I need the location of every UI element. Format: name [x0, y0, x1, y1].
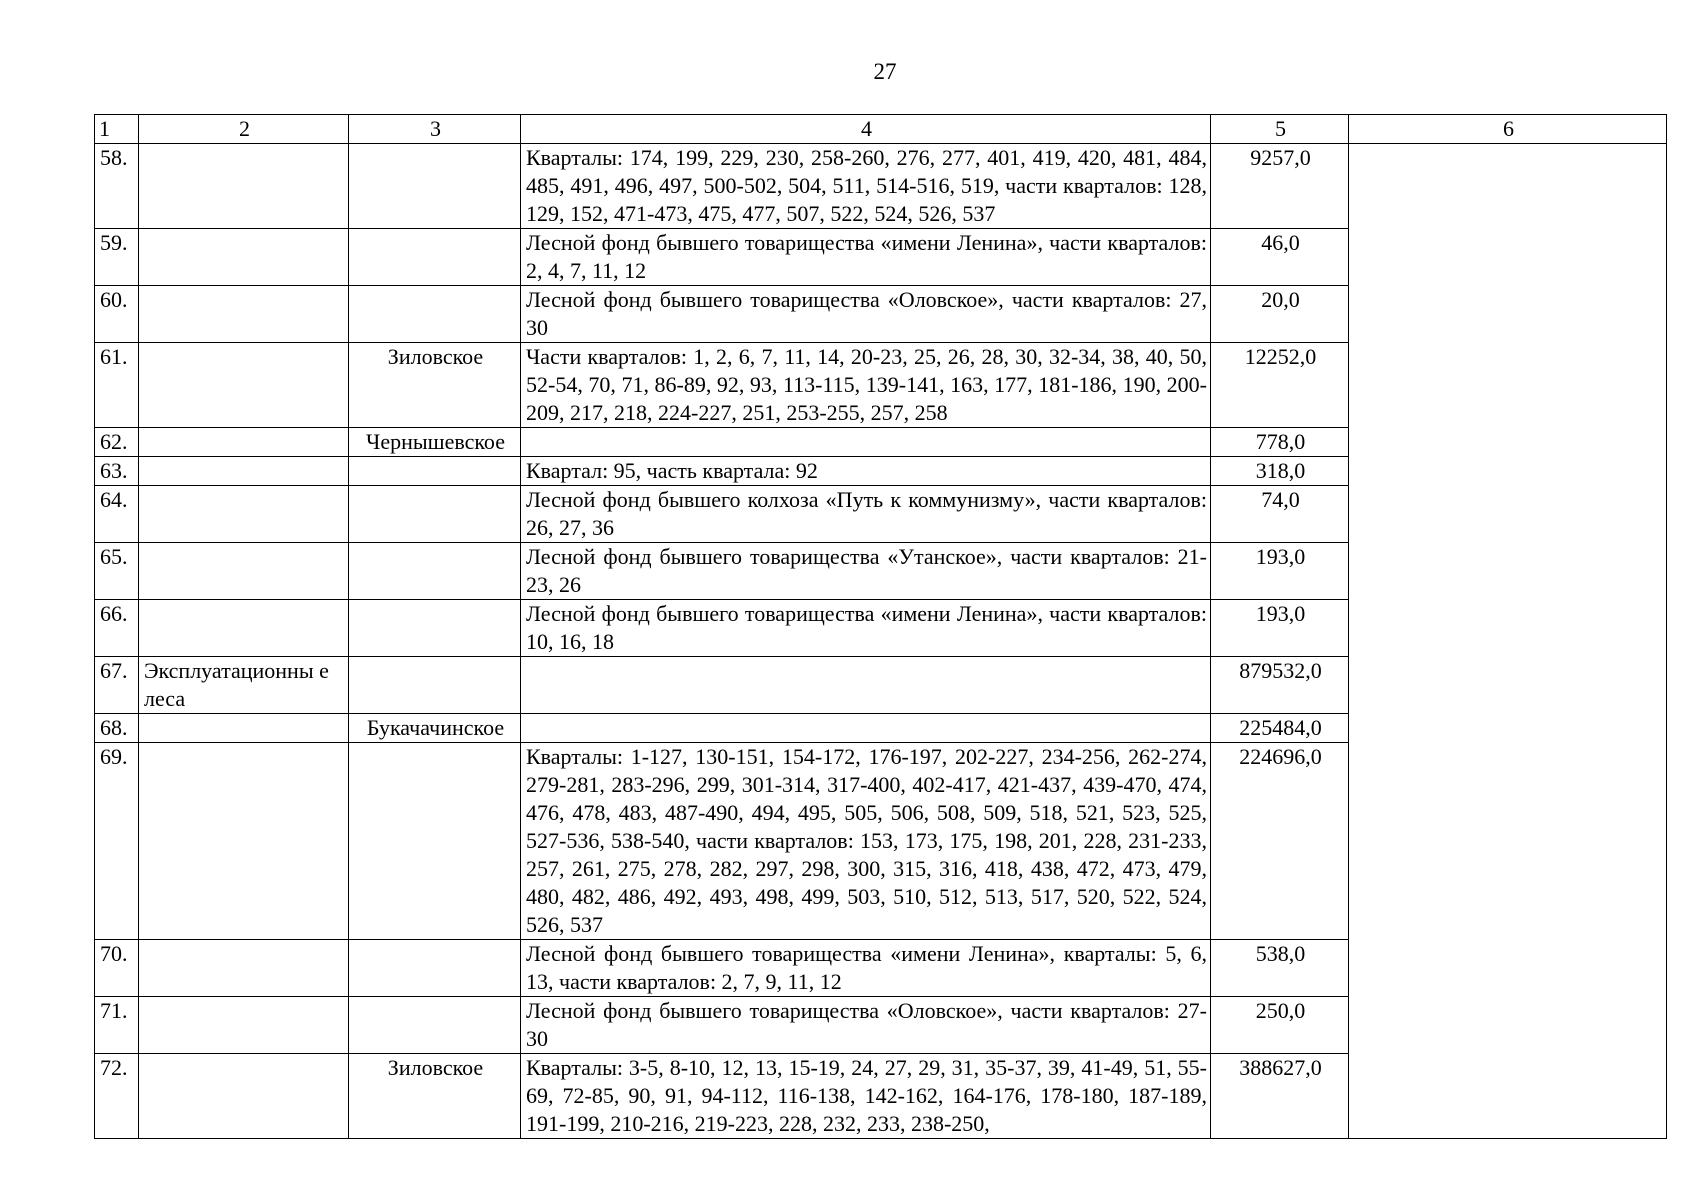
forestry-name [349, 486, 521, 543]
quarters-description: Лесной фонд бывшего товарищества «имени Ленина», части кварталов: 10, 16, 18 [521, 600, 1211, 657]
forest-category [139, 428, 349, 457]
forestry-name [349, 543, 521, 600]
forest-category [139, 714, 349, 743]
column-header: 2 [139, 115, 349, 144]
area-value: 12252,0 [1211, 343, 1349, 428]
quarters-description: Квартал: 95, часть квартала: 92 [521, 457, 1211, 486]
row-number: 65. [95, 543, 139, 600]
quarters-description [521, 714, 1211, 743]
area-value: 74,0 [1211, 486, 1349, 543]
forestry-name: Зиловское [349, 1054, 521, 1139]
row-number: 69. [95, 743, 139, 940]
forestry-name [349, 997, 521, 1054]
area-value: 250,0 [1211, 997, 1349, 1054]
area-value: 318,0 [1211, 457, 1349, 486]
quarters-description [521, 428, 1211, 457]
area-value: 9257,0 [1211, 144, 1349, 229]
forest-category [139, 743, 349, 940]
forest-category [139, 286, 349, 343]
area-value: 879532,0 [1211, 657, 1349, 714]
area-value: 778,0 [1211, 428, 1349, 457]
area-value: 225484,0 [1211, 714, 1349, 743]
forestry-name [349, 457, 521, 486]
area-value: 193,0 [1211, 600, 1349, 657]
forestry-name [349, 940, 521, 997]
row-number: 60. [95, 286, 139, 343]
forest-category [139, 543, 349, 600]
row-number: 66. [95, 600, 139, 657]
forest-category [139, 600, 349, 657]
quarters-description: Лесной фонд бывшего товарищества «Утанское», части кварталов: 21-23, 26 [521, 543, 1211, 600]
quarters-description: Лесной фонд бывшего товарищества «Оловское», части кварталов: 27-30 [521, 997, 1211, 1054]
forestry-name [349, 600, 521, 657]
row-number: 72. [95, 1054, 139, 1139]
column-6-cell [1349, 144, 1667, 1139]
row-number: 70. [95, 940, 139, 997]
forest-category [139, 457, 349, 486]
forestry-name: Букачачинское [349, 714, 521, 743]
forestry-name [349, 144, 521, 229]
area-value: 388627,0 [1211, 1054, 1349, 1139]
area-value: 193,0 [1211, 543, 1349, 600]
quarters-description [521, 657, 1211, 714]
quarters-description: Кварталы: 174, 199, 229, 230, 258-260, 276, 277, 401, 419, 420, 481, 484, 485, 491, 496, 497, 500-502, 504, 511, 514-516, 519, части кварталов: 128, 129, 152, 471-473, 475, 477, 507, 522, 524, 526, 537 [521, 144, 1211, 229]
forestry-name [349, 229, 521, 286]
column-header-row [95, 115, 1667, 144]
quarters-description: Лесной фонд бывшего товарищества «имени Ленина», части кварталов: 2, 4, 7, 11, 12 [521, 229, 1211, 286]
row-number: 68. [95, 714, 139, 743]
row-number: 59. [95, 229, 139, 286]
forest-category [139, 1054, 349, 1139]
row-number: 71. [95, 997, 139, 1054]
forestry-name [349, 657, 521, 714]
row-number: 58. [95, 144, 139, 229]
column-header: 1 [95, 115, 139, 144]
quarters-description: Лесной фонд бывшего товарищества «Оловское», части кварталов: 27, 30 [521, 286, 1211, 343]
forestry-name [349, 286, 521, 343]
column-header: 3 [349, 115, 521, 144]
quarters-description: Кварталы: 3-5, 8-10, 12, 13, 15-19, 24, 27, 29, 31, 35-37, 39, 41-49, 51, 55-69, 72-85, 90, 91, 94-112, 116-138, 142-162, 164-176, 178-180, 187-189, 191-199, 210-216, 219-223, 228, 232, 233, 238-250, [521, 1054, 1211, 1139]
table-row [95, 144, 1667, 229]
row-number: 67. [95, 657, 139, 714]
area-value: 46,0 [1211, 229, 1349, 286]
column-header: 5 [1211, 115, 1349, 144]
forest-category [139, 940, 349, 997]
row-number: 63. [95, 457, 139, 486]
forest-category [139, 343, 349, 428]
page-number: 27 [873, 59, 897, 84]
forest-category: Эксплуатационны е леса [139, 657, 349, 714]
area-value: 20,0 [1211, 286, 1349, 343]
row-number: 61. [95, 343, 139, 428]
forest-category [139, 144, 349, 229]
forest-fund-table [94, 114, 1667, 1139]
quarters-description: Лесной фонд бывшего товарищества «имени Ленина», кварталы: 5, 6, 13, части кварталов: 2, 7, 9, 11, 12 [521, 940, 1211, 997]
row-number: 62. [95, 428, 139, 457]
area-value: 538,0 [1211, 940, 1349, 997]
forestry-name: Зиловское [349, 343, 521, 428]
column-header: 6 [1349, 115, 1667, 144]
forestry-name: Чернышевское [349, 428, 521, 457]
forest-category [139, 229, 349, 286]
forestry-name [349, 743, 521, 940]
column-header: 4 [521, 115, 1211, 144]
forest-category [139, 486, 349, 543]
forest-category [139, 997, 349, 1054]
area-value: 224696,0 [1211, 743, 1349, 940]
quarters-description: Кварталы: 1-127, 130-151, 154-172, 176-197, 202-227, 234-256, 262-274, 279-281, 283-296, 299, 301-314, 317-400, 402-417, 421-437, 439-470, 474, 476, 478, 483, 487-490, 494, 495, 505, 506, 508, 509, 518, 521, 523, 525, 527-536, 538-540, части кварталов: 153, 173, 175, 198, 201, 228, 231-233, 257, 261, 275, 278, 282, 297, 298, 300, 315, 316, 418, 438, 472, 473, 479, 480, 482, 486, 492, 493, 498, 499, 503, 510, 512, 513, 517, 520, 522, 524, 526, 537 [521, 743, 1211, 940]
quarters-description: Лесной фонд бывшего колхоза «Путь к коммунизму», части кварталов: 26, 27, 36 [521, 486, 1211, 543]
quarters-description: Части кварталов: 1, 2, 6, 7, 11, 14, 20-23, 25, 26, 28, 30, 32-34, 38, 40, 50, 52-54, 70, 71, 86-89, 92, 93, 113-115, 139-141, 163, 177, 181-186, 190, 200-209, 217, 218, 224-227, 251, 253-255, 257, 258 [521, 343, 1211, 428]
row-number: 64. [95, 486, 139, 543]
